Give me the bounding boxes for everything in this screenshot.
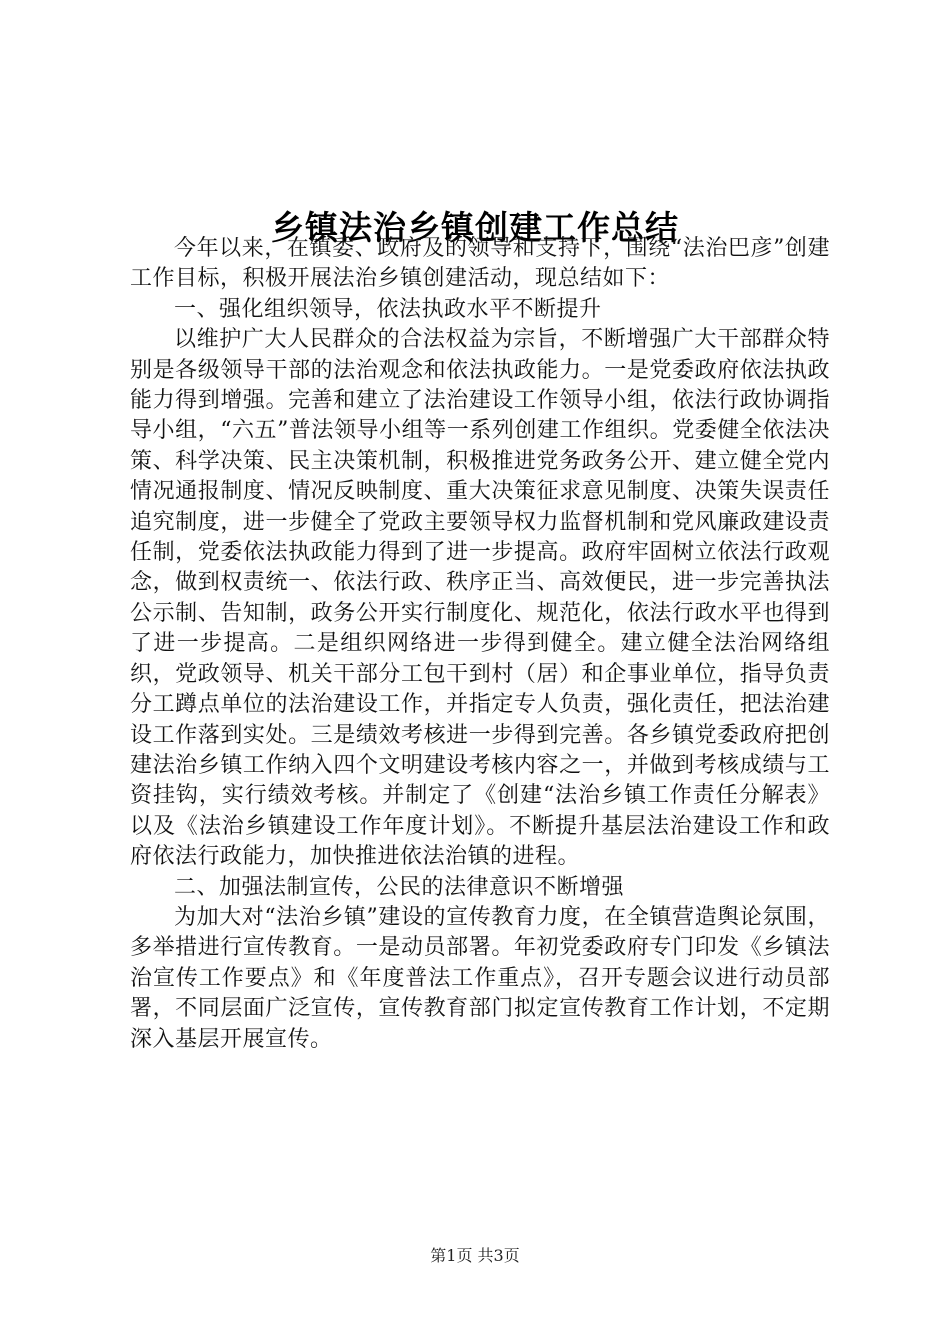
intro-paragraph: 今年以来，在镇委、政府及的领导和支持下，围绕“法治巴彦”创建工作目标，积极开展法治乡镇创建活动，现总结如下： bbox=[130, 236, 830, 292]
section-1-paragraph: 以维护广大人民群众的合法权益为宗旨，不断增强广大干部群众特别是各级领导干部的法治观念和依法执政能力。一是党委政府依法执政能力得到增强。完善和建立了法治建设工作领导小组，依法行政协调指导小组，“六五”普法领导小组等一系列创建工作组织。党委健全依法决策、科学决策、民主决策机制，积极推进党务政务公开、建立健全党内情况通报制度、情况反映制度、重大决策征求意见制度、决策失误责任追究制度，进一步健全了党政主要领导权力监督机制和党风廉政建设责任制，党委依法执政能力得到了进一步提高。政府牢固树立依法行政观念，做到权责统一、依法行政、秩序正当、高效便民，进一步完善执法公示制、告知制，政务公开实行制度化、规范化，依法行政水平也得到了进一步提高。二是组织网络进一步得到健全。建立健全法治网络组织，党政领导、机关干部分工包干到村（居）和企事业单位，指导负责分工蹲点单位的法治建设工作，并指定专人负责，强化责任，把法治建设工作落到实处。三是绩效考核进一步得到完善。各乡镇党委政府把创建法治乡镇工作纳入四个文明建设考核内容之一，并做到考核成绩与工资挂钩，实行绩效考核。并制定了《创建“法治乡镇工作责任分解表》以及《法治乡镇建设工作年度计划》。不断提升基层法治建设工作和政府依法行政能力，加快推进依法治镇的进程。 bbox=[130, 327, 830, 870]
page-footer bbox=[0, 1244, 950, 1268]
page-title: 乡镇法治乡镇创建工作总结 bbox=[271, 208, 679, 248]
section-2-paragraph: 为加大对“法治乡镇”建设的宣传教育力度，在全镇营造舆论氛围，多举措进行宣传教育。一是动员部署。年初党委政府专门印发《乡镇法治宣传工作要点》和《年度普法工作重点》，召开专题会议进行动员部署，不同层面广泛宣传，宣传教育部门拟定宣传教育工作计划，不定期深入基层开展宣传。 bbox=[130, 904, 830, 1052]
section-heading-1: 一、强化组织领导，依法执政水平不断提升 bbox=[174, 296, 602, 322]
document-body bbox=[130, 234, 830, 1055]
page-number: 第1页 共3页 bbox=[430, 1246, 520, 1265]
section-heading-2: 二、加强法制宣传，公民的法律意识不断增强 bbox=[174, 874, 625, 900]
